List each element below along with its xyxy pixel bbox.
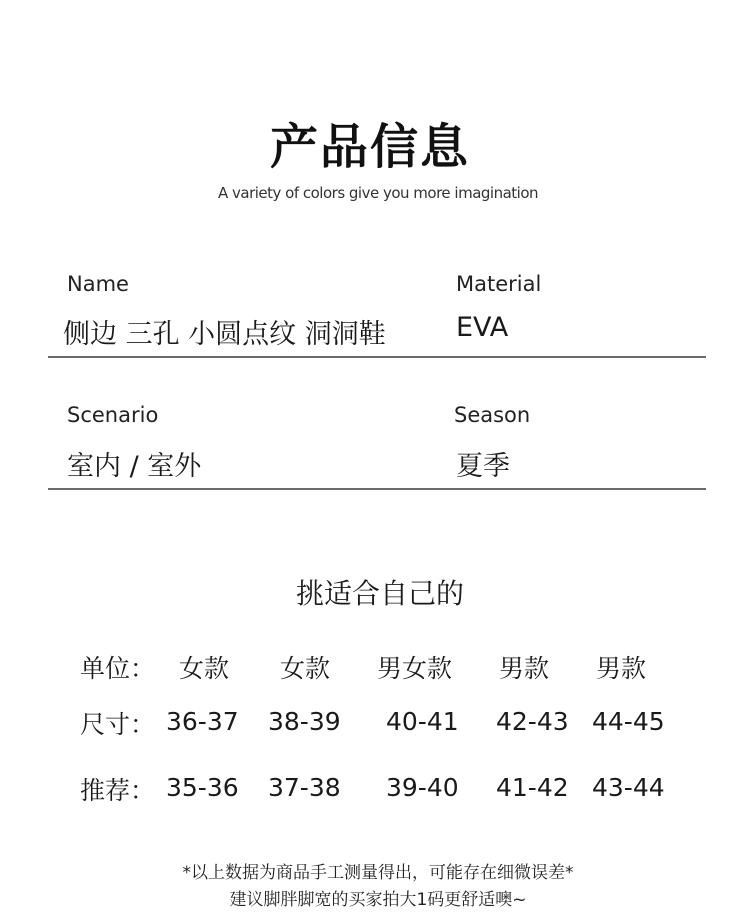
recommend-cell: 39-40 <box>386 773 459 802</box>
size-cell: 36-37 <box>166 707 239 736</box>
size-cell: 40-41 <box>386 707 459 736</box>
size-row-label: 尺寸： <box>80 710 156 739</box>
recommend-cell: 41-42 <box>496 773 569 802</box>
unit-row-label: 单位： <box>80 654 156 683</box>
season-label: Season <box>454 403 531 427</box>
unit-cell: 男款 <box>499 654 550 683</box>
sizing-advice-note: 建议脚胖脚宽的买家拍大1码更舒适噢~ <box>229 890 527 910</box>
measurement-note: *以上数据为商品手工测量得出，可能存在细微误差* <box>182 863 574 883</box>
recommend-cell: 43-44 <box>592 773 665 802</box>
divider-line <box>48 356 706 358</box>
name-value: 侧边 三孔 小圆点纹 洞洞鞋 <box>63 319 386 350</box>
size-section-heading: 挑适合自己的 <box>295 577 464 610</box>
size-cell: 42-43 <box>496 707 569 736</box>
season-value: 夏季 <box>456 451 510 482</box>
divider-line <box>48 488 706 490</box>
unit-cell: 男款 <box>596 654 647 683</box>
unit-cell: 男女款 <box>377 654 453 683</box>
scenario-value: 室内 / 室外 <box>67 451 202 482</box>
unit-cell: 女款 <box>179 654 230 683</box>
recommend-cell: 35-36 <box>166 773 239 802</box>
scenario-label: Scenario <box>67 403 159 427</box>
recommend-row-label: 推荐： <box>80 776 156 805</box>
unit-cell: 女款 <box>280 654 331 683</box>
name-label: Name <box>67 272 129 296</box>
page-title: 产品信息 <box>269 119 470 175</box>
recommend-cell: 37-38 <box>268 773 341 802</box>
material-label: Material <box>456 272 542 296</box>
material-value: EVA <box>456 312 509 343</box>
size-cell: 44-45 <box>592 707 665 736</box>
size-cell: 38-39 <box>268 707 341 736</box>
page-subtitle: A variety of colors give you more imagination <box>217 184 539 202</box>
